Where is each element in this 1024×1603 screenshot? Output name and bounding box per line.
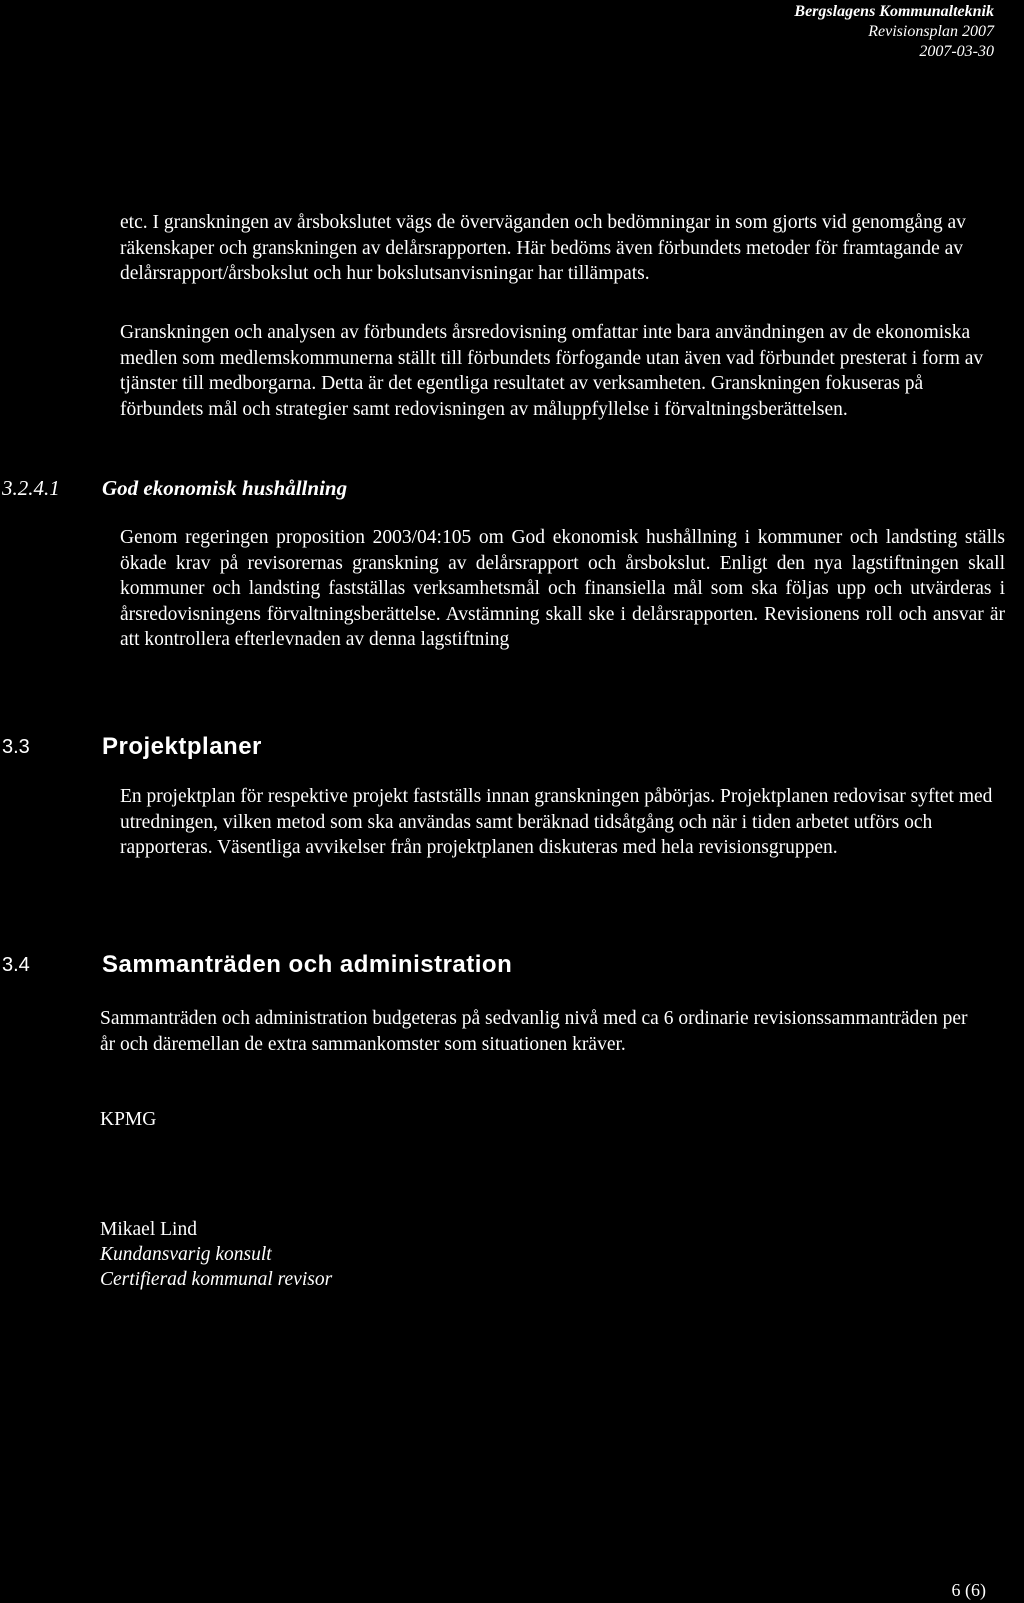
paragraph-annual-report-review: Granskningen och analysen av förbundets årsredovisning omfattar inte bara användningen av de ekonomiska medlen som medlemskommunerna ställt till förbundets förfogande utan även vad förbundet presterat i form av tjänster till medborgarna. Detta är det egentliga resultatet av verksamheten. Granskningen fokuseras på förbundets mål och strategier samt redovisningen av måluppfyllelse i förvaltningsberättelsen. — [120, 322, 984, 420]
signatory-certification: Certifierad kommunal revisor — [100, 1269, 333, 1290]
paragraph-good-economic-management: Genom regeringen proposition 2003/04:105 om God ekonomisk hushållning i kommuner och landsting ställs ökade krav på revisorernas granskning av delårsrapport och årsbokslut. Enligt den nya lagstiftningen skall kommuner och landsting fastställas verksamhetsmål och finansiella mål som ska följas upp och utvärderas i årsredovisningens förvaltningsberättelse. Avstämning skall ske i delårsrapporten. Revisionens roll och ansvar är att kontrollera efterlevnaden av denna lagstiftning — [120, 527, 1005, 650]
company-name: KPMG — [100, 1109, 157, 1130]
header-organization: Bergslagens Kommunalteknik — [794, 3, 994, 20]
paragraph-meetings-administration: Sammanträden och administration budgeteras på sedvanlig nivå med ca 6 ordinarie revisionssammanträden per år och däremellan de extra sammankomster som situationen kräver. — [100, 1008, 968, 1055]
signature-person — [100, 1217, 332, 1292]
signatory-role: Kundansvarig konsult — [100, 1244, 272, 1265]
page-header — [794, 2, 994, 62]
section-title: God ekonomisk hushållning — [102, 476, 348, 500]
page-number: 6 (6) — [951, 1580, 986, 1600]
header-date: 2007-03-30 — [919, 43, 994, 60]
header-document-title: Revisionsplan 2007 — [868, 23, 994, 40]
signatory-name: Mikael Lind — [100, 1219, 197, 1240]
paragraph-project-plans: En projektplan för respektive projekt fastställs innan granskningen påbörjas. Projektplanen redovisar syftet med utredningen, vilken metod som ska användas samt beräknad tidsåtgång och när i tiden arbetet utförs och rapporteras. Väsentliga avvikelser från projektplanen diskuteras med hela revisionsgruppen. — [120, 786, 993, 858]
section-number: 3.3 — [2, 736, 30, 758]
section-title: Projektplaner — [102, 733, 262, 760]
signature-company — [100, 1107, 156, 1132]
section-number: 3.4 — [2, 954, 30, 976]
section-number: 3.2.4.1 — [2, 476, 60, 500]
paragraph-annual-closing: etc. I granskningen av årsbokslutet vägs de överväganden och bedömningar in som gjorts vid genomgång av räkenskaper och granskningen av delårsrapporten. Här bedöms även förbundets metoder för framtagande av delårsrapport/årsbokslut och hur bokslutsanvisningar har tillämpats. — [120, 212, 966, 284]
section-title: Sammanträden och administration — [102, 951, 513, 978]
